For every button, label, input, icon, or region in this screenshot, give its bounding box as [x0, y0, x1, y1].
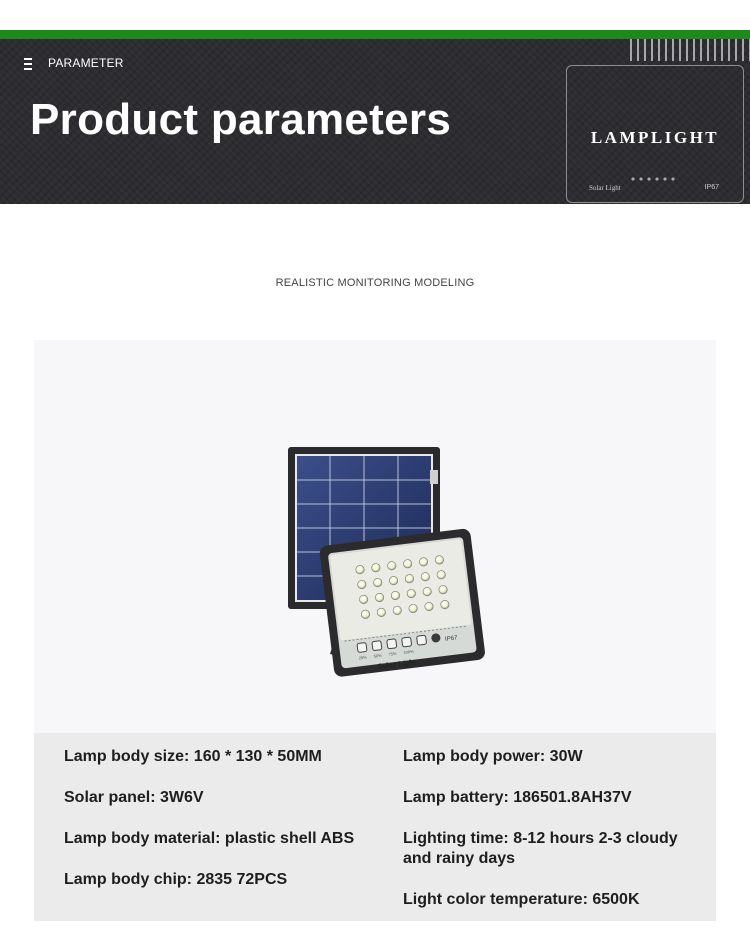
- spec-item: Lighting time: 8-12 hours 2-3 cloudy and rainy days: [403, 830, 678, 867]
- flood-light: [319, 528, 486, 678]
- specifications-table: [34, 733, 716, 921]
- brightness-mark: 50%: [373, 652, 382, 659]
- solar-flood-light-illustration: [34, 340, 716, 733]
- menu-icon[interactable]: [24, 58, 32, 70]
- accent-bar: [0, 30, 750, 39]
- page-title: Product parameters: [30, 95, 452, 144]
- heatsink-fins-graphic: [630, 39, 750, 61]
- spec-item: Lamp battery: 186501.8AH37V: [403, 789, 632, 806]
- spec-item: Lamp body material: plastic shell ABS: [64, 830, 355, 847]
- brightness-mark: 75%: [388, 650, 397, 657]
- spec-item: Light color temperature: 6500K: [403, 891, 640, 908]
- header-banner: [0, 39, 750, 204]
- thumbnail-button-dots: [629, 176, 677, 182]
- section-subheading: REALISTIC MONITORING MODELING: [275, 277, 475, 289]
- spec-item: Lamp body chip: 2835 72PCS: [64, 871, 288, 888]
- brightness-mark: 100%: [403, 648, 414, 655]
- spec-item: Lamp body size: 160 * 130 * 50MM: [64, 748, 322, 765]
- brightness-mark: 25%: [358, 654, 368, 661]
- spec-item: Solar panel: 3W6V: [64, 789, 204, 806]
- lamp-thumbnail: [566, 65, 744, 203]
- product-photo-area: [34, 340, 716, 733]
- thumbnail-brand: LAMPLIGHT: [590, 128, 720, 147]
- spec-item: Lamp body power: 30W: [403, 748, 583, 765]
- product-label: Solar Light: [377, 657, 417, 672]
- thumbnail-caption-right: IP67: [704, 184, 719, 191]
- ip-rating-label: IP67: [444, 635, 458, 643]
- section-tag: PARAMETER: [48, 56, 124, 70]
- thumbnail-caption-left: Solar Light: [589, 184, 621, 192]
